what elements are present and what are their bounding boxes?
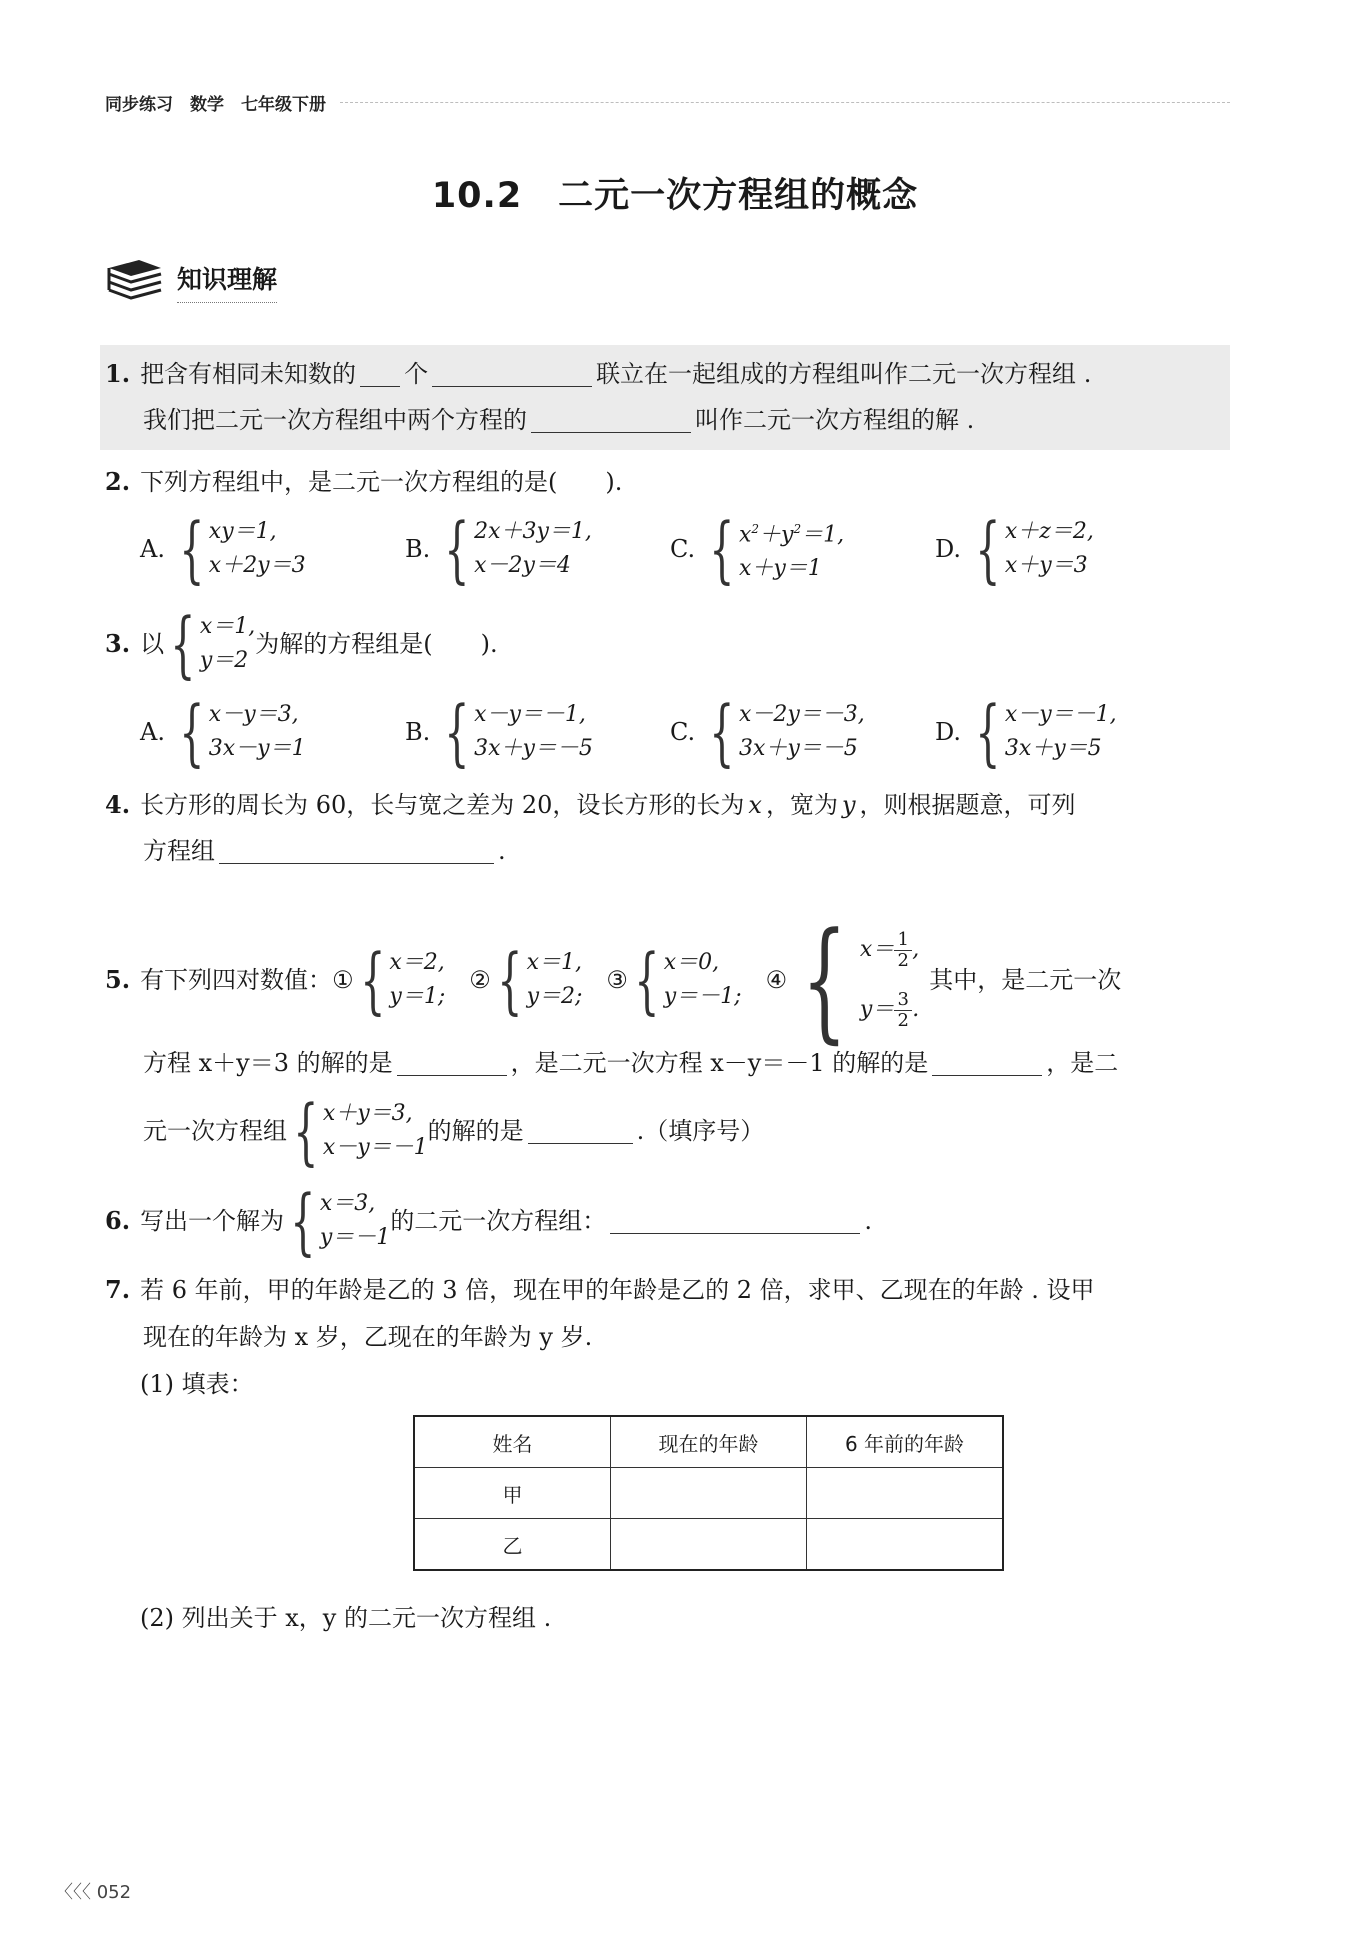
q6-blank[interactable]	[610, 1209, 860, 1234]
equation: x＋y＝1	[738, 556, 822, 582]
equation: x＋2y＝3	[208, 553, 306, 579]
q1-text-b: 个	[404, 360, 429, 388]
q2-text: 下列方程组中，是二元一次方程组的是( ).	[140, 468, 623, 496]
section-label: 知识理解	[177, 260, 277, 303]
q6-text-end: .	[864, 1207, 872, 1235]
q7-text-b: 现在的年龄为 x 岁，乙现在的年龄为 y 岁.	[143, 1323, 593, 1351]
equation: x＝3,	[319, 1191, 376, 1216]
q6-number: 6.	[105, 1206, 131, 1235]
pair-marker: ③	[606, 966, 628, 994]
equation: y＝－1;	[663, 984, 742, 1009]
option-label: C.	[670, 718, 696, 746]
equation: 3x＋y＝－5	[738, 736, 858, 761]
equation: y＝1;	[389, 984, 446, 1009]
table-header: 姓名	[414, 1416, 611, 1468]
q3-number: 3.	[105, 629, 131, 658]
option-label: B.	[405, 718, 431, 746]
equation: x－y＝－1	[322, 1135, 428, 1160]
equation: y＝－1	[319, 1225, 391, 1250]
table-header: 现在的年龄	[611, 1416, 807, 1468]
q3-option-c[interactable]: C. { x－2y＝－3, 3x＋y＝－5	[670, 690, 865, 774]
equation: x－y＝－1,	[1004, 702, 1117, 727]
equation: y＝2	[199, 648, 249, 673]
option-label: A.	[140, 535, 165, 564]
pair-marker: ②	[469, 966, 491, 994]
q7-sub-1-text: (1) 填表：	[140, 1370, 254, 1398]
q5-blank-2[interactable]	[932, 1051, 1042, 1076]
q5-text-d: ，是二	[1046, 1049, 1119, 1077]
section-heading	[105, 258, 277, 304]
q3-text-post: 为解的方程组是( ).	[255, 630, 498, 658]
q5-text-b: 方程 x＋y＝3 的解的是	[143, 1049, 393, 1077]
option-label: C.	[670, 535, 696, 564]
q6-text-pre: 写出一个解为	[140, 1207, 285, 1235]
equation: y＝2;	[526, 984, 583, 1009]
q1-line-2	[143, 403, 974, 437]
q6-line: 6. 写出一个解为 { x＝3, y＝－1 的二元一次方程组： .	[105, 1179, 872, 1263]
q1-text-a: 把含有相同未知数的	[140, 360, 357, 388]
table-header: 6 年前的年龄	[807, 1416, 1004, 1468]
q4-line-1	[105, 788, 1076, 822]
q3-option-a[interactable]: A. { x－y＝3, 3x－y＝1	[140, 690, 306, 774]
q3-option-d[interactable]: D. { x－y＝－1, 3x＋y＝5	[935, 690, 1117, 774]
option-label: A.	[140, 718, 165, 746]
header-rule	[340, 102, 1230, 103]
equation: x＋z＝2,	[1004, 519, 1094, 545]
q4-number: 4.	[105, 790, 131, 819]
equation: x＝2,	[389, 950, 445, 975]
option-label: B.	[405, 535, 431, 564]
q3-text-pre: 以	[140, 630, 165, 658]
page-number: 〈〈〈 052	[55, 1882, 132, 1903]
equation: x－2y＝4	[474, 553, 571, 579]
table-cell-input[interactable]	[807, 1519, 1004, 1571]
equation: 3x－y＝1	[208, 736, 306, 761]
running-header	[105, 88, 1230, 116]
q5-text: 有下列四对数值：	[140, 966, 333, 994]
equation: x＋y＝3,	[322, 1101, 413, 1126]
equation: 3x＋y＝5	[1004, 736, 1102, 761]
q3-option-b[interactable]: B. { x－y＝－1, 3x＋y＝－5	[405, 690, 593, 774]
equation: 2x＋3y＝1,	[474, 519, 592, 545]
q2-option-b[interactable]: B. { 2x＋3y＝1, x－2y＝4	[405, 507, 592, 592]
q7-text-a: 若 6 年前，甲的年龄是乙的 3 倍，现在甲的年龄是乙的 2 倍，求甲、乙现在的年龄 . 设甲	[140, 1276, 1095, 1304]
q1-text-d: 我们把二元一次方程组中两个方程的	[143, 406, 527, 434]
q5-text-tail: 其中，是二元一次	[929, 966, 1122, 994]
q5-line-1: 5. 有下列四对数值： ① { x＝2, y＝1; ② { x＝1, y＝2; ③ { x＝0, y＝－1; ④ { x＝ $\frac{1}{2}$ , y＝ $\frac{3}{2}$ . 其中，是二元一次	[105, 904, 1122, 1056]
equation: x＝1,	[199, 614, 256, 639]
q7-sub-2	[140, 1601, 551, 1635]
q5-blank-3[interactable]	[528, 1119, 633, 1144]
q7-line-2	[143, 1320, 592, 1354]
option-label: D.	[935, 535, 962, 564]
q6-text-post: 的二元一次方程组：	[390, 1207, 607, 1235]
equation: $x^2+y^2=1$,	[738, 522, 845, 548]
pair-marker: ④	[765, 966, 788, 994]
q4-text-e: .	[498, 837, 506, 865]
q2-options	[140, 507, 1094, 592]
table-cell-input[interactable]	[807, 1468, 1004, 1519]
q1-blank-3[interactable]	[531, 408, 691, 433]
table-cell-input[interactable]	[611, 1468, 807, 1519]
header-text: 同步练习 数学 七年级下册	[105, 94, 326, 115]
q5-blank-1[interactable]	[397, 1051, 507, 1076]
q2-option-d[interactable]: D. { x＋z＝2, x＋y＝3	[935, 507, 1094, 592]
equation: x－2y＝－3,	[738, 702, 865, 727]
q2-option-c[interactable]: C. { $x^2+y^2=1$, x＋y＝1	[670, 507, 845, 592]
table-cell-input[interactable]	[611, 1519, 807, 1571]
q5-text-f: 的解的是	[427, 1117, 524, 1145]
q1-text-e: 叫作二元一次方程组的解 .	[695, 406, 975, 434]
q4-text-c: ，则根据题意，可列	[859, 791, 1076, 819]
equation: x＝ $\frac{1}{2}$ ,	[859, 928, 920, 971]
q2-option-a[interactable]: A. { xy＝1, x＋2y＝3	[140, 507, 306, 592]
q7-sub-2-text: (2) 列出关于 x，y 的二元一次方程组 .	[140, 1604, 552, 1632]
table-row	[414, 1519, 1003, 1571]
q4-text-d: 方程组	[143, 837, 215, 865]
q5-line-3: 元一次方程组 { x＋y＝3, x－y＝－1 的解的是 .（填序号）	[143, 1089, 765, 1173]
q4-line-2	[143, 834, 506, 868]
q5-text-c: ，是二元一次方程 x－y＝－1 的解的是	[510, 1049, 929, 1077]
q5-number: 5.	[105, 965, 131, 994]
equation: 3x＋y＝－5	[474, 736, 593, 761]
q7-sub-1	[140, 1367, 254, 1401]
equation: xy＝1,	[208, 519, 277, 545]
q2-stem	[105, 465, 622, 499]
book-stack-icon	[105, 258, 165, 304]
pair-marker: ①	[332, 966, 354, 994]
equation: x＋y＝3	[1004, 553, 1088, 579]
q4-text-a: 长方形的周长为 60，长与宽之差为 20，设长方形的长为	[140, 791, 745, 819]
age-table	[413, 1415, 1004, 1571]
option-label: D.	[935, 718, 962, 746]
page-title: 10.2 二元一次方程组的概念	[431, 176, 919, 216]
q1-blank-2[interactable]	[432, 362, 592, 387]
q5-text-e: 元一次方程组	[143, 1117, 287, 1145]
q1-blank-1[interactable]	[360, 362, 400, 387]
equation: x＝1,	[526, 950, 582, 975]
var-x: x	[748, 791, 762, 819]
equation: y＝ $\frac{3}{2}$ .	[859, 988, 920, 1031]
q1-number: 1.	[105, 359, 131, 388]
q3-stem: 3. 以 { x＝1, y＝2 为解的方程组是( ).	[105, 602, 498, 686]
table-cell-name: 甲	[414, 1468, 611, 1519]
q1-text-c: 联立在一起组成的方程组叫作二元一次方程组 .	[596, 360, 1092, 388]
equation: x－y＝3,	[208, 702, 299, 727]
table-row	[414, 1468, 1003, 1519]
table-cell-name: 乙	[414, 1519, 611, 1571]
q4-text-b: ，宽为	[765, 791, 838, 819]
q5-text-g: .（填序号）	[636, 1117, 765, 1145]
equation: x＝0,	[663, 950, 720, 975]
equation: x－y＝－1,	[474, 702, 586, 727]
q7-number: 7.	[105, 1275, 131, 1304]
q4-blank[interactable]	[219, 839, 494, 864]
q2-number: 2.	[105, 467, 131, 496]
q5-line-2	[143, 1046, 1118, 1080]
q1-line-1	[105, 357, 1091, 391]
var-y: y	[841, 791, 856, 819]
table-header-row	[414, 1416, 1003, 1468]
q3-options	[140, 690, 1117, 774]
q7-line-1	[105, 1273, 1095, 1307]
